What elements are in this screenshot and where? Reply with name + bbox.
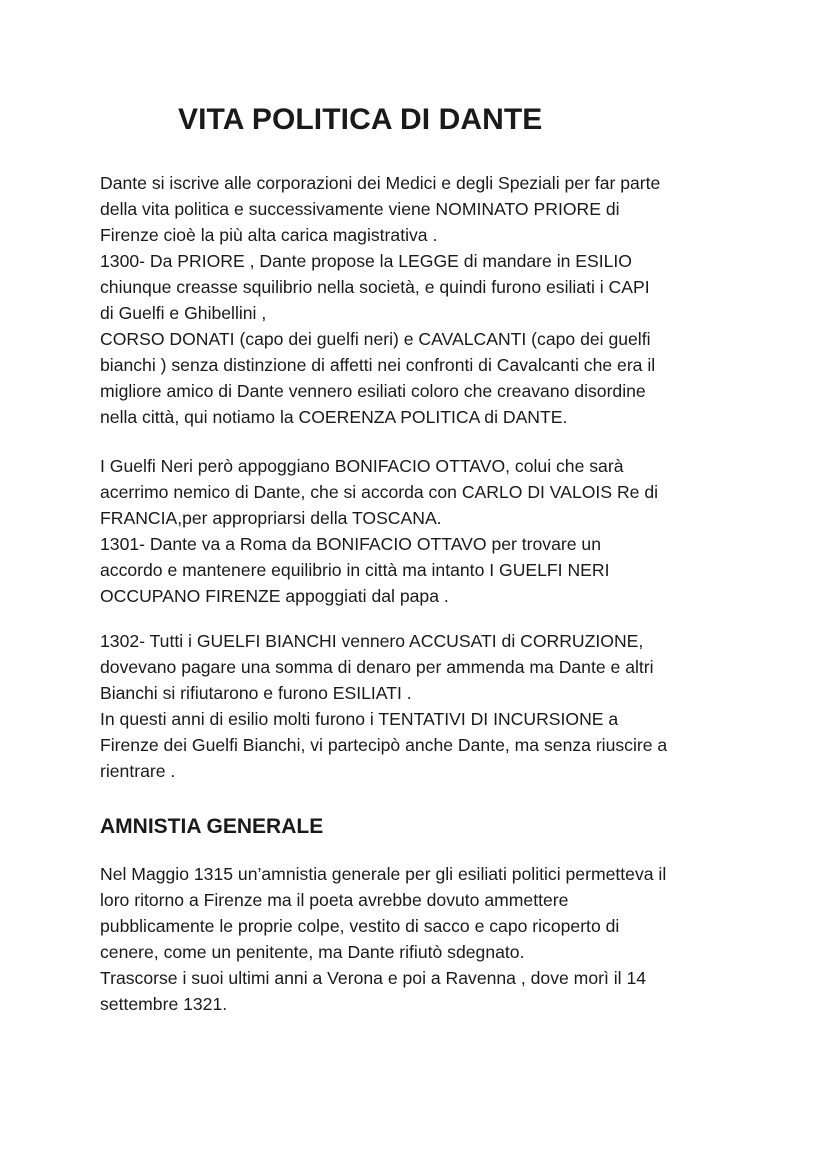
text-line: Dante si iscrive alle corporazioni dei Medici e degli Speziali per far parte: [100, 173, 661, 193]
text-line: migliore amico di Dante vennero esiliati coloro che creavano disordine: [100, 381, 646, 401]
text-line: della vita politica e successivamente viene NOMINATO PRIORE di: [100, 199, 620, 219]
text-line: settembre 1321.: [100, 994, 228, 1014]
text-line: 1300- Da PRIORE , Dante propose la LEGGE di mandare in ESILIO: [100, 251, 632, 271]
text-line: Firenze dei Guelfi Bianchi, vi partecipò anche Dante, ma senza riuscire a: [100, 735, 668, 755]
text-line: Bianchi si rifiutarono e furono ESILIATI .: [100, 683, 412, 703]
text-line: accordo e mantenere equilibrio in città ma intanto I GUELFI NERI: [100, 560, 610, 580]
text-line: Trascorse i suoi ultimi anni a Verona e poi a Ravenna , dove morì il 14: [100, 968, 647, 988]
text-line: FRANCIA,per appropriarsi della TOSCANA.: [100, 508, 442, 528]
text-line: acerrimo nemico di Dante, che si accorda con CARLO DI VALOIS Re di: [100, 482, 659, 502]
text-line: di Guelfi e Ghibellini ,: [100, 303, 267, 323]
text-line: CORSO DONATI (capo dei guelfi neri) e CAVALCANTI (capo dei guelfi: [100, 329, 651, 349]
text-line: nella città, qui notiamo la COERENZA POLITICA di DANTE.: [100, 407, 568, 427]
text-line: rientrare .: [100, 761, 176, 781]
paragraph-priorato: [100, 170, 660, 430]
document-title: VITA POLITICA DI DANTE: [178, 103, 543, 136]
paragraph-amnistia: [100, 861, 666, 1017]
text-line: Firenze cioè la più alta carica magistrativa .: [100, 225, 438, 245]
text-line: I Guelfi Neri però appoggiano BONIFACIO OTTAVO, colui che sarà: [100, 456, 624, 476]
text-line: dovevano pagare una somma di denaro per ammenda ma Dante e altri: [100, 657, 654, 677]
text-line: loro ritorno a Firenze ma il poeta avrebbe dovuto ammettere: [100, 890, 569, 910]
text-line: OCCUPANO FIRENZE appoggiati dal papa .: [100, 586, 449, 606]
text-line: 1302- Tutti i GUELFI BIANCHI vennero ACCUSATI di CORRUZIONE,: [100, 631, 644, 651]
text-line: bianchi ) senza distinzione di affetti nei confronti di Cavalcanti che era il: [100, 355, 656, 375]
text-line: In questi anni di esilio molti furono i TENTATIVI DI INCURSIONE a: [100, 709, 619, 729]
text-line: chiunque creasse squilibrio nella società, e quindi furono esiliati i CAPI: [100, 277, 650, 297]
text-line: cenere, come un penitente, ma Dante rifiutò sdegnato.: [100, 942, 525, 962]
section-heading: AMNISTIA GENERALE: [100, 815, 324, 838]
text-line: 1301- Dante va a Roma da BONIFACIO OTTAVO per trovare un: [100, 534, 601, 554]
paragraph-esilio: [100, 628, 667, 784]
text-line: pubblicamente le proprie colpe, vestito di sacco e capo ricoperto di: [100, 916, 620, 936]
paragraph-bonifacio: [100, 453, 658, 609]
text-line: Nel Maggio 1315 un’amnistia generale per gli esiliati politici permetteva il: [100, 864, 667, 884]
